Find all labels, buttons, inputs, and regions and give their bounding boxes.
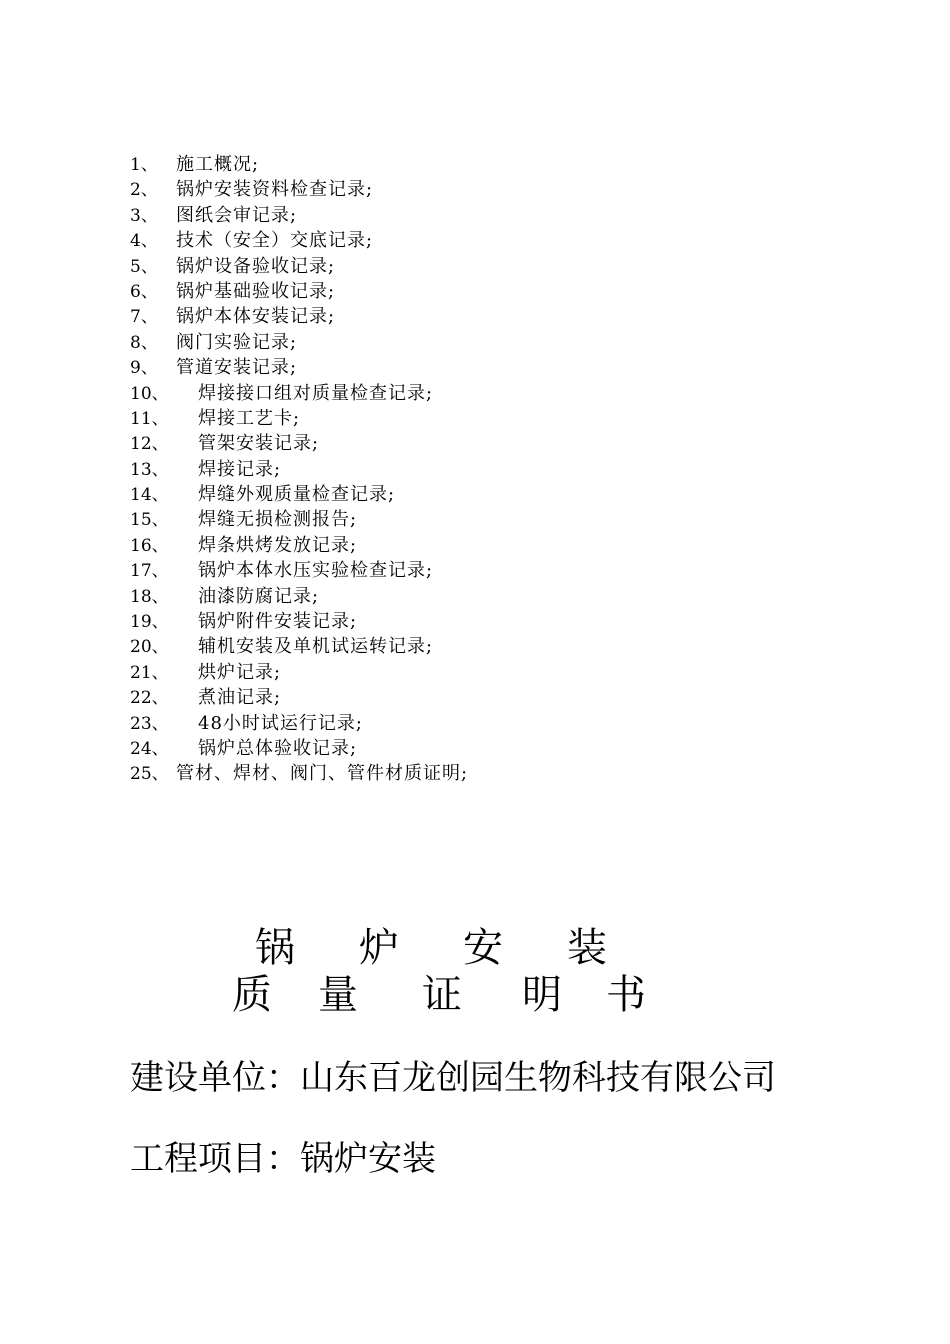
list-item-text: 48小时试运行记录; bbox=[198, 712, 363, 734]
list-item-number: 8、 bbox=[130, 332, 158, 353]
list-item-number: 25、 bbox=[130, 764, 169, 785]
list-item-number: 17、 bbox=[130, 561, 169, 582]
document-title-line-1 bbox=[255, 924, 671, 972]
list-item bbox=[130, 711, 468, 736]
list-item-text: 锅炉附件安装记录; bbox=[198, 611, 358, 633]
list-item-number: 5、 bbox=[130, 256, 158, 277]
title-char: 炉 bbox=[359, 925, 399, 971]
list-item-text: 辅机安装及单机试运转记录; bbox=[198, 636, 434, 658]
list-item bbox=[130, 330, 468, 355]
list-item-number: 23、 bbox=[130, 713, 169, 734]
list-item bbox=[130, 660, 468, 685]
list-item-text: 焊接记录; bbox=[198, 458, 282, 480]
list-item-number: 20、 bbox=[130, 637, 169, 658]
list-item-text: 技术（安全）交底记录; bbox=[176, 230, 374, 252]
client-label: 建设单位： bbox=[130, 1058, 300, 1098]
list-item-text: 图纸会审记录; bbox=[176, 204, 298, 226]
title-char: 锅 bbox=[255, 925, 295, 971]
title-char: 证 bbox=[422, 972, 462, 1018]
list-item bbox=[130, 254, 468, 279]
list-item-number: 12、 bbox=[130, 434, 169, 455]
list-item bbox=[130, 203, 468, 228]
title-char: 安 bbox=[463, 925, 503, 971]
list-item-text: 管架安装记录; bbox=[198, 433, 320, 455]
list-item-text: 阀门实验记录; bbox=[176, 331, 298, 353]
list-item-number: 16、 bbox=[130, 535, 169, 556]
title-char: 质 bbox=[232, 972, 272, 1018]
list-item-number: 22、 bbox=[130, 688, 169, 709]
list-item-text: 锅炉本体安装记录; bbox=[176, 306, 336, 328]
list-item bbox=[130, 558, 468, 583]
list-item bbox=[130, 431, 468, 456]
title-char: 明 bbox=[522, 972, 562, 1018]
list-item bbox=[130, 482, 468, 507]
list-item-number: 6、 bbox=[130, 281, 158, 302]
list-item bbox=[130, 228, 468, 253]
list-item-text: 焊缝无损检测报告; bbox=[198, 509, 358, 531]
list-item-number: 9、 bbox=[130, 358, 158, 379]
list-item bbox=[130, 406, 468, 431]
list-item bbox=[130, 685, 468, 710]
list-item-number: 13、 bbox=[130, 459, 169, 480]
list-item bbox=[130, 609, 468, 634]
list-item bbox=[130, 634, 468, 659]
list-item-text: 焊接接口组对质量检查记录; bbox=[198, 382, 434, 404]
list-item-number: 1、 bbox=[130, 155, 158, 175]
title-char: 书 bbox=[606, 972, 646, 1018]
project-label: 工程项目： bbox=[130, 1139, 300, 1179]
title-char: 装 bbox=[567, 925, 607, 971]
list-item-text: 施工概况; bbox=[176, 154, 260, 175]
list-item-number: 15、 bbox=[130, 510, 169, 531]
client-value: 山东百龙创园生物科技有限公司 bbox=[300, 1058, 776, 1098]
list-item-number: 24、 bbox=[130, 738, 169, 759]
list-item-number: 18、 bbox=[130, 586, 169, 607]
list-item-number: 11、 bbox=[130, 408, 169, 429]
list-item bbox=[130, 152, 468, 177]
list-item-text: 焊接工艺卡; bbox=[198, 407, 301, 429]
list-item bbox=[130, 279, 468, 304]
list-item-number: 14、 bbox=[130, 485, 169, 506]
list-item-text: 烘炉记录; bbox=[198, 661, 282, 683]
list-item-number: 7、 bbox=[130, 307, 158, 328]
project-line bbox=[130, 1137, 436, 1181]
list-item bbox=[130, 177, 468, 202]
list-item-text: 锅炉基础验收记录; bbox=[176, 280, 336, 302]
list-item-text: 管材、焊材、阀门、管件材质证明; bbox=[176, 763, 469, 785]
document-title-line-2 bbox=[232, 971, 646, 1019]
list-item bbox=[130, 507, 468, 532]
list-item bbox=[130, 736, 468, 761]
list-item-text: 锅炉本体水压实验检查记录; bbox=[198, 560, 434, 582]
list-item-text: 煮油记录; bbox=[198, 687, 282, 709]
list-item-text: 焊条烘烤发放记录; bbox=[198, 534, 358, 556]
project-value: 锅炉安装 bbox=[300, 1139, 436, 1179]
list-item-number: 10、 bbox=[130, 383, 169, 404]
document-list bbox=[130, 152, 468, 787]
list-item-text: 锅炉总体验收记录; bbox=[198, 737, 358, 759]
list-item bbox=[130, 355, 468, 380]
list-item-text: 焊缝外观质量检查记录; bbox=[198, 484, 396, 506]
list-item-number: 21、 bbox=[130, 662, 169, 683]
list-item bbox=[130, 381, 468, 406]
list-item bbox=[130, 457, 468, 482]
list-item bbox=[130, 533, 468, 558]
list-item-text: 油漆防腐记录; bbox=[198, 585, 320, 607]
list-item-number: 2、 bbox=[130, 180, 158, 201]
list-item-number: 3、 bbox=[130, 205, 158, 226]
client-line bbox=[130, 1056, 776, 1100]
list-item bbox=[130, 304, 468, 329]
list-item bbox=[130, 584, 468, 609]
title-char: 量 bbox=[318, 972, 358, 1018]
list-item-number: 19、 bbox=[130, 612, 169, 633]
list-item-text: 管道安装记录; bbox=[176, 357, 298, 379]
list-item bbox=[130, 761, 468, 786]
list-item-text: 锅炉设备验收记录; bbox=[176, 255, 336, 277]
list-item-text: 锅炉安装资料检查记录; bbox=[176, 179, 374, 201]
list-item-number: 4、 bbox=[130, 231, 158, 252]
